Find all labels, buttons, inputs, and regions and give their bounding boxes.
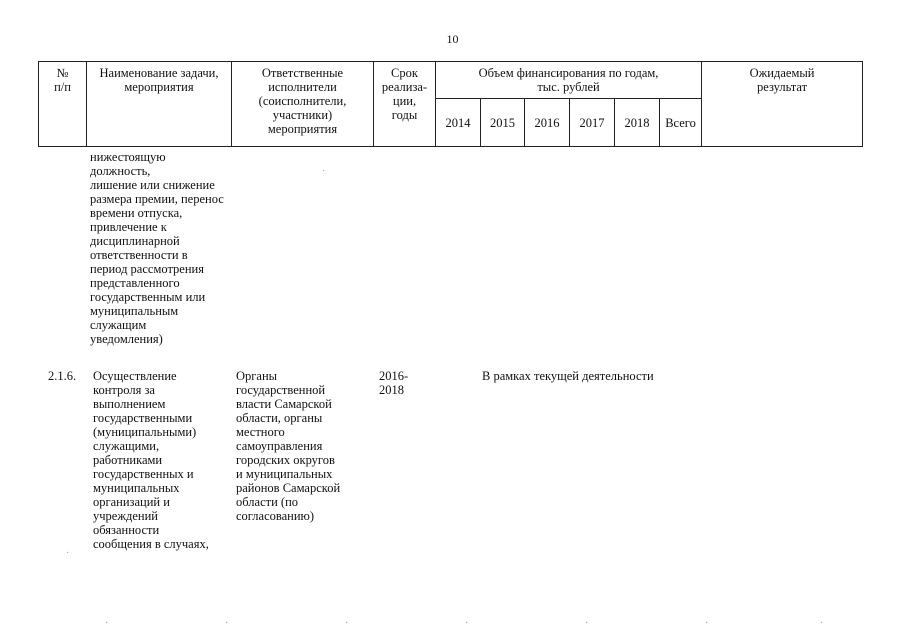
scan-speck: · [705,618,709,629]
header-task-name: Наименование задачи, мероприятия [87,62,232,147]
scan-speck: · [465,618,469,629]
header-financing: Объем финансирования по годам, тыс. рублей [436,62,702,99]
scan-speck: · [105,618,109,629]
header-year: 2016 [525,99,570,147]
header-year: 2017 [570,99,615,147]
header-term: Срок реализа- ции, годы [374,62,436,147]
header-year: 2018 [615,99,660,147]
continuation-task-text: нижестоящую должность, лишение или снижение размера премии, перенос времени отпуска, привлечение к дисциплинарной ответственности в период рассмотрения представленного государственным или муниципальным служащим уведомления) [90,150,224,346]
scan-speck: · [66,548,70,559]
header-result: Ожидаемый результат [702,62,863,147]
header-year: 2015 [481,99,525,147]
page-number: 10 [446,32,459,46]
scan-speck: · [585,618,589,629]
header-year-total: Всего [660,99,702,147]
row-task: Осуществление контроля за выполнением государственными (муниципальными) служащими, работниками государственных и муниципальных организаций и учреждений обязанности сообщения в случаях, [93,369,209,551]
row-financing: В рамках текущей деятельности [482,369,654,383]
header-year: 2014 [436,99,481,147]
scan-speck: · [225,618,229,629]
scan-speck: · [322,166,326,177]
row-executors: Органы государственной власти Самарской области, органы местного самоуправления городских округов и муниципальных районов Самарской области (по согласованию) [236,369,341,523]
header-number: № п/п [39,62,87,147]
header-executors: Ответственные исполнители (соисполнители, участники) мероприятия [232,62,374,147]
row-term: 2016- 2018 [379,369,409,397]
row-number: 2.1.6. [48,369,77,383]
table-header [38,61,863,147]
scan-speck: · [820,618,824,629]
scan-speck: · [345,618,349,629]
